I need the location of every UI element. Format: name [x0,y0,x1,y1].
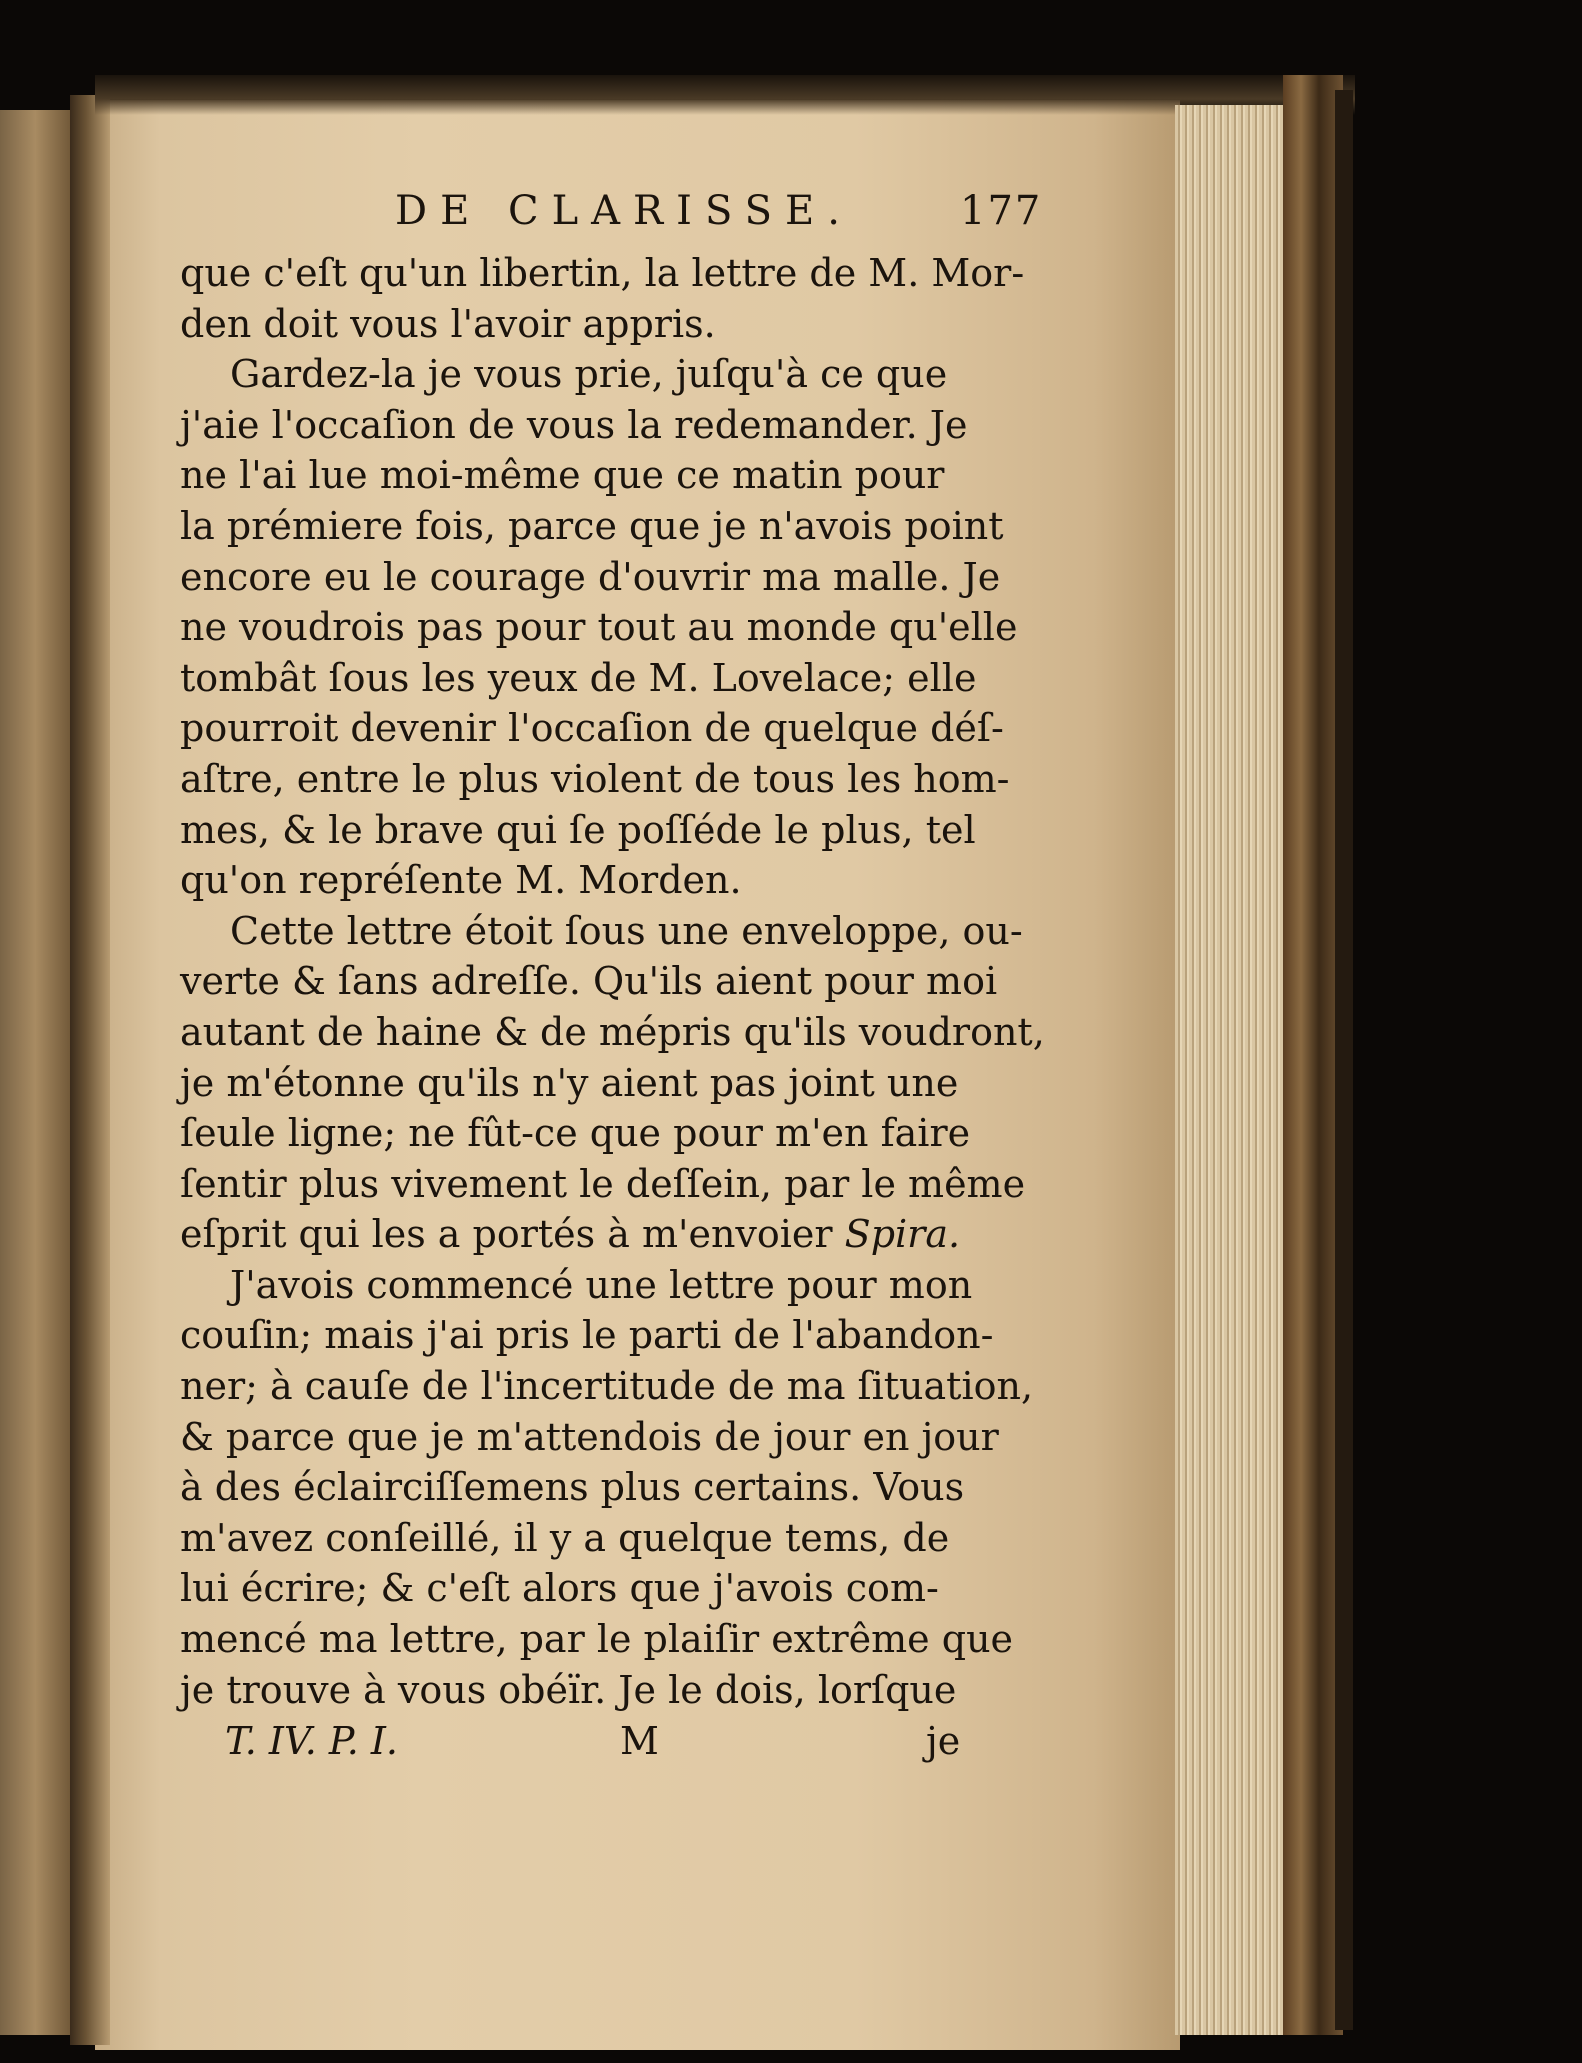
text-line-content: je trouve à vous obéïr. Je le dois, lorſque [180,1667,957,1712]
text-line-content: m'avez conſeillé, il y a quelque tems, de [180,1515,950,1560]
text-line-content: à des éclairciſſemens plus certains. Vous [180,1465,965,1510]
text-line [180,400,980,451]
catchword: je [926,1719,961,1764]
text-line [180,703,1004,754]
text-line [180,1665,980,1716]
text-line [180,248,1025,299]
text-line [180,1462,980,1513]
text-line-content: Gardez-la je vous prie, juſqu'à ce que [230,352,948,397]
text-line-content: & parce que je m'attendois de jour en jour [180,1414,999,1459]
text-line-content: j'aie l'occaſion de vous la redemander. Je [180,402,968,447]
text-line-content: tombât ſous les yeux de M. Lovelace; elle [180,655,977,700]
page-footer [180,1719,980,1775]
quire-mark: M [620,1719,659,1764]
text-line-content: Cette lettre étoit ſous une enveloppe, ou- [230,908,1023,953]
text-line-content: lui écrire; & c'eſt alors que j'avois com- [180,1566,939,1611]
text-line-content: eſprit qui les a portés à m'envoier [180,1212,833,1257]
text-line [180,855,980,906]
text-line [180,754,1010,805]
text-line [180,1260,980,1311]
running-title: DE CLARISSE. [395,188,853,234]
text-line [180,450,980,501]
text-line-content: couſin; mais j'ai pris le parti de l'abandon- [180,1313,994,1358]
text-line [180,552,1001,603]
running-head [180,188,1043,242]
text-line-content: ne l'ai lue moi-même que ce matin pour [180,453,945,498]
text-line [180,1108,980,1159]
leather-binding [1283,75,1343,2035]
text-line [180,349,980,400]
text-line [180,602,1018,653]
text-line [180,1209,980,1260]
text-line-content: ne voudrois pas pour tout au monde qu'elle [180,605,1018,650]
text-line-content: mes, & le brave qui ſe poſſéde le plus, tel [180,807,976,852]
text-line [180,906,1023,957]
text-line-content: encore eu le courage d'ouvrir ma malle. Je [180,554,1001,599]
text-line-content: den doit vous l'avoir appris. [180,301,716,346]
text-block [180,188,1045,1775]
text-line [180,1007,1045,1058]
text-line-content: J'avois commencé une lettre pour mon [230,1262,973,1307]
text-line [180,501,1004,552]
text-line [180,1412,999,1463]
text-line [180,1159,1026,1210]
text-line-content: verte & ſans adreſſe. Qu'ils aient pour moi [180,959,998,1004]
text-line [180,299,980,350]
text-line-content: que c'eſt qu'un libertin, la lettre de M. Mor- [180,251,1025,295]
text-line [180,653,980,704]
text-line [180,1513,980,1564]
body-text [180,248,1045,1715]
text-line-content: ſentir plus vivement le deſſein, par le même [180,1161,1026,1206]
text-line [180,1563,980,1614]
text-line [180,805,980,856]
text-line-content: aſtre, entre le plus violent de tous les hom- [180,756,1010,801]
italic-title: Spira. [844,1212,961,1257]
text-line [180,1310,994,1361]
text-line-content: ſeule ligne; ne fût-ce que pour m'en faire [180,1111,971,1156]
text-line-content: ner; à cauſe de l'incertitude de ma ſituation, [180,1364,1034,1409]
page-number: 177 [960,188,1043,234]
text-line-content: autant de haine & de mépris qu'ils voudront, [180,1009,1045,1054]
text-line-content: mencé ma lettre, par le plaiſir extrême que [180,1617,1014,1662]
text-line [180,1614,1014,1665]
binding-edge [1335,90,1353,2030]
text-line-content: pourroit devenir l'occaſion de quelque déſ- [180,706,1004,751]
page-block-fore-edge [1175,105,1285,2035]
gutter-shadow [70,95,110,2045]
text-line-content: qu'on repréſente M. Morden. [180,858,742,903]
text-line-content: je m'étonne qu'ils n'y aient pas joint une [180,1060,959,1105]
text-line [180,1361,1034,1412]
signature-mark: T. IV. P. I. [225,1719,399,1764]
top-shadow [95,75,1355,115]
text-line [180,1058,980,1109]
text-line-content: la prémiere fois, parce que je n'avois point [180,503,1004,548]
text-line [180,956,998,1007]
